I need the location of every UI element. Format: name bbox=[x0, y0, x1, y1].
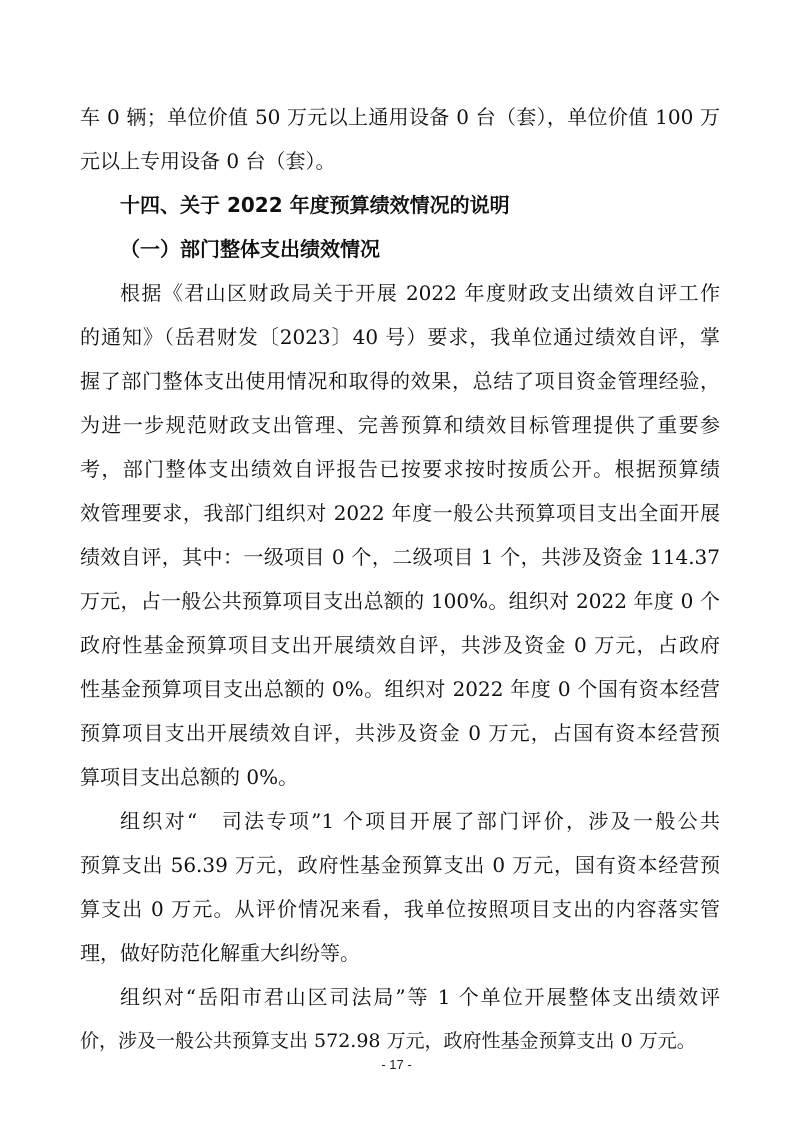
paragraph-line: 性基金预算项目支出总额的 0%。组织对 2022 年度 0 个国有资本经营 bbox=[80, 677, 720, 701]
paragraph-line: 预算项目支出开展绩效自评，共涉及资金 0 万元，占国有资本经营预 bbox=[80, 721, 720, 745]
paragraph-line: 车 0 辆；单位价值 50 万元以上通用设备 0 台（套），单位价值 100 万 bbox=[80, 105, 720, 129]
paragraph-line: 算支出 0 万元。从评价情况来看，我单位按照项目支出的内容落实管 bbox=[80, 897, 720, 921]
paragraph-line: 万元，占一般公共预算项目支出总额的 100%。组织对 2022 年度 0 个 bbox=[80, 589, 720, 613]
paragraph-line: 组织对“ 司法专项”1 个项目开展了部门评价，涉及一般公共 bbox=[120, 809, 720, 833]
paragraph-line: 为进一步规范财政支出管理、完善预算和绩效目标管理提供了重要参 bbox=[80, 413, 720, 437]
paragraph-line: 根据《君山区财政局关于开展 2022 年度财政支出绩效自评工作 bbox=[120, 281, 720, 305]
paragraph-line: 元以上专用设备 0 台（套）。 bbox=[80, 149, 336, 173]
paragraph-line: 价，涉及一般公共预算支出 572.98 万元，政府性基金预算支出 0 万元。 bbox=[80, 1030, 696, 1052]
subsection-heading: （一）部门整体支出绩效情况 bbox=[120, 237, 380, 261]
paragraph-line: 算项目支出总额的 0%。 bbox=[80, 765, 299, 789]
paragraph-line: 预算支出 56.39 万元，政府性基金预算支出 0 万元，国有资本经营预 bbox=[80, 853, 720, 877]
paragraph-line: 的通知》（岳君财发〔2023〕40 号）要求，我单位通过绩效自评，掌 bbox=[80, 325, 720, 349]
paragraph-line: 考，部门整体支出绩效自评报告已按要求按时按质公开。根据预算绩 bbox=[80, 457, 720, 481]
paragraph-line: 组织对“岳阳市君山区司法局”等 1 个单位开展整体支出绩效评 bbox=[120, 985, 720, 1009]
paragraph-line: 绩效自评，其中：一级项目 0 个，二级项目 1 个，共涉及资金 114.37 bbox=[80, 545, 720, 569]
paragraph-line: 握了部门整体支出使用情况和取得的效果，总结了项目资金管理经验， bbox=[80, 369, 720, 393]
paragraph-line: 理，做好防范化解重大纠纷等。 bbox=[80, 941, 360, 965]
paragraph-line: 效管理要求，我部门组织对 2022 年度一般公共预算项目支出全面开展 bbox=[80, 501, 720, 525]
paragraph-line: 政府性基金预算项目支出开展绩效自评，共涉及资金 0 万元，占政府 bbox=[80, 633, 720, 657]
section-heading: 十四、关于 2022 年度预算绩效情况的说明 bbox=[120, 193, 510, 217]
page-number: - 17 - bbox=[381, 1057, 412, 1072]
